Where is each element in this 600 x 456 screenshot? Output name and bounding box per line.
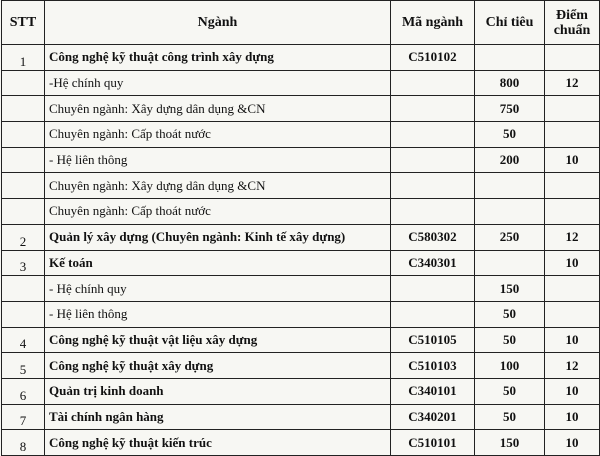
cell-stt (2, 147, 45, 173)
cell-stt: 2 (2, 224, 45, 250)
table-row (2, 173, 600, 199)
table-row (2, 96, 600, 122)
table-row (2, 327, 600, 353)
cell-diem-chuan: 10 (545, 327, 600, 353)
cell-chi-tieu (475, 45, 545, 71)
cell-stt (2, 122, 45, 148)
cell-ma-nganh (391, 122, 475, 148)
table-row (2, 378, 600, 404)
cell-chi-tieu (475, 250, 545, 276)
header-diem-chuan-line2: chuẩn (553, 22, 591, 38)
cell-ma-nganh: C340301 (391, 250, 475, 276)
header-ma-nganh: Mã ngành (391, 1, 475, 45)
cell-chi-tieu: 250 (475, 224, 545, 250)
table-row (2, 45, 600, 71)
cell-nganh: Chuyên ngành: Cấp thoát nước (45, 199, 391, 225)
cell-nganh: Công nghệ kỹ thuật vật liệu xây dựng (45, 327, 391, 353)
table-body (2, 45, 600, 456)
cell-ma-nganh: C510101 (391, 430, 475, 456)
cell-ma-nganh: C510105 (391, 327, 475, 353)
cell-nganh: Công nghệ kỹ thuật công trình xây dựng (45, 45, 391, 71)
cell-diem-chuan (545, 301, 600, 327)
cell-ma-nganh: C340101 (391, 378, 475, 404)
table-row (2, 122, 600, 148)
cell-nganh: Kế toán (45, 250, 391, 276)
header-chi-tieu: Chỉ tiêu (475, 1, 545, 45)
table-row (2, 276, 600, 302)
cell-diem-chuan (545, 45, 600, 71)
cell-stt: 8 (2, 430, 45, 456)
cell-nganh: - Hệ liên thông (45, 147, 391, 173)
cell-stt: 5 (2, 353, 45, 379)
cell-chi-tieu: 50 (475, 122, 545, 148)
cell-nganh: Công nghệ kỹ thuật kiến trúc (45, 430, 391, 456)
cell-chi-tieu: 200 (475, 147, 545, 173)
cell-nganh: Chuyên ngành: Xây dựng dân dụng &CN (45, 96, 391, 122)
cell-diem-chuan: 12 (545, 224, 600, 250)
cell-chi-tieu: 50 (475, 378, 545, 404)
cell-ma-nganh (391, 147, 475, 173)
cell-diem-chuan (545, 199, 600, 225)
cell-ma-nganh: C510102 (391, 45, 475, 71)
cell-diem-chuan: 10 (545, 404, 600, 430)
cell-chi-tieu: 750 (475, 96, 545, 122)
cell-stt (2, 96, 45, 122)
cell-chi-tieu: 50 (475, 327, 545, 353)
cell-diem-chuan: 10 (545, 430, 600, 456)
cell-chi-tieu: 100 (475, 353, 545, 379)
table-row (2, 404, 600, 430)
cell-diem-chuan: 12 (545, 353, 600, 379)
header-diem-chuan-line1: Điểm (556, 7, 588, 23)
header-diem-chuan (545, 1, 600, 45)
cell-ma-nganh: C340201 (391, 404, 475, 430)
cell-chi-tieu: 150 (475, 276, 545, 302)
cell-chi-tieu: 50 (475, 301, 545, 327)
cell-diem-chuan (545, 276, 600, 302)
cell-nganh: Chuyên ngành: Xây dựng dân dụng &CN (45, 173, 391, 199)
cell-stt (2, 199, 45, 225)
admission-score-table (1, 0, 600, 456)
header-stt: STT (2, 1, 45, 45)
cell-nganh: Quản trị kinh doanh (45, 378, 391, 404)
cell-stt (2, 70, 45, 96)
cell-stt: 6 (2, 378, 45, 404)
cell-stt: 4 (2, 327, 45, 353)
cell-nganh: - Hệ chính quy (45, 276, 391, 302)
table-row (2, 224, 600, 250)
cell-nganh: Quản lý xây dựng (Chuyên ngành: Kinh tế xây dựng) (45, 224, 391, 250)
header-nganh: Ngành (45, 1, 391, 45)
cell-nganh: Chuyên ngành: Cấp thoát nước (45, 122, 391, 148)
table-row (2, 430, 600, 456)
cell-ma-nganh (391, 199, 475, 225)
cell-stt (2, 173, 45, 199)
cell-ma-nganh: C510103 (391, 353, 475, 379)
cell-diem-chuan: 10 (545, 250, 600, 276)
cell-diem-chuan (545, 122, 600, 148)
cell-chi-tieu (475, 199, 545, 225)
cell-chi-tieu (475, 173, 545, 199)
cell-nganh: Tài chính ngân hàng (45, 404, 391, 430)
table-row (2, 301, 600, 327)
cell-ma-nganh: C580302 (391, 224, 475, 250)
cell-diem-chuan: 12 (545, 70, 600, 96)
cell-nganh: - Hệ liên thông (45, 301, 391, 327)
cell-diem-chuan: 10 (545, 378, 600, 404)
cell-diem-chuan (545, 173, 600, 199)
table-row (2, 70, 600, 96)
cell-chi-tieu: 150 (475, 430, 545, 456)
cell-stt: 7 (2, 404, 45, 430)
table-row (2, 199, 600, 225)
table-row (2, 147, 600, 173)
cell-stt (2, 301, 45, 327)
cell-diem-chuan: 10 (545, 147, 600, 173)
cell-ma-nganh (391, 173, 475, 199)
cell-nganh: -Hệ chính quy (45, 70, 391, 96)
cell-ma-nganh (391, 276, 475, 302)
cell-stt: 1 (2, 45, 45, 71)
table-row (2, 353, 600, 379)
table-row (2, 250, 600, 276)
cell-nganh: Công nghệ kỹ thuật xây dựng (45, 353, 391, 379)
cell-stt: 3 (2, 250, 45, 276)
table-header-row (2, 1, 600, 45)
cell-stt (2, 276, 45, 302)
cell-ma-nganh (391, 96, 475, 122)
cell-ma-nganh (391, 70, 475, 96)
cell-diem-chuan (545, 96, 600, 122)
cell-chi-tieu: 800 (475, 70, 545, 96)
cell-ma-nganh (391, 301, 475, 327)
cell-chi-tieu: 50 (475, 404, 545, 430)
